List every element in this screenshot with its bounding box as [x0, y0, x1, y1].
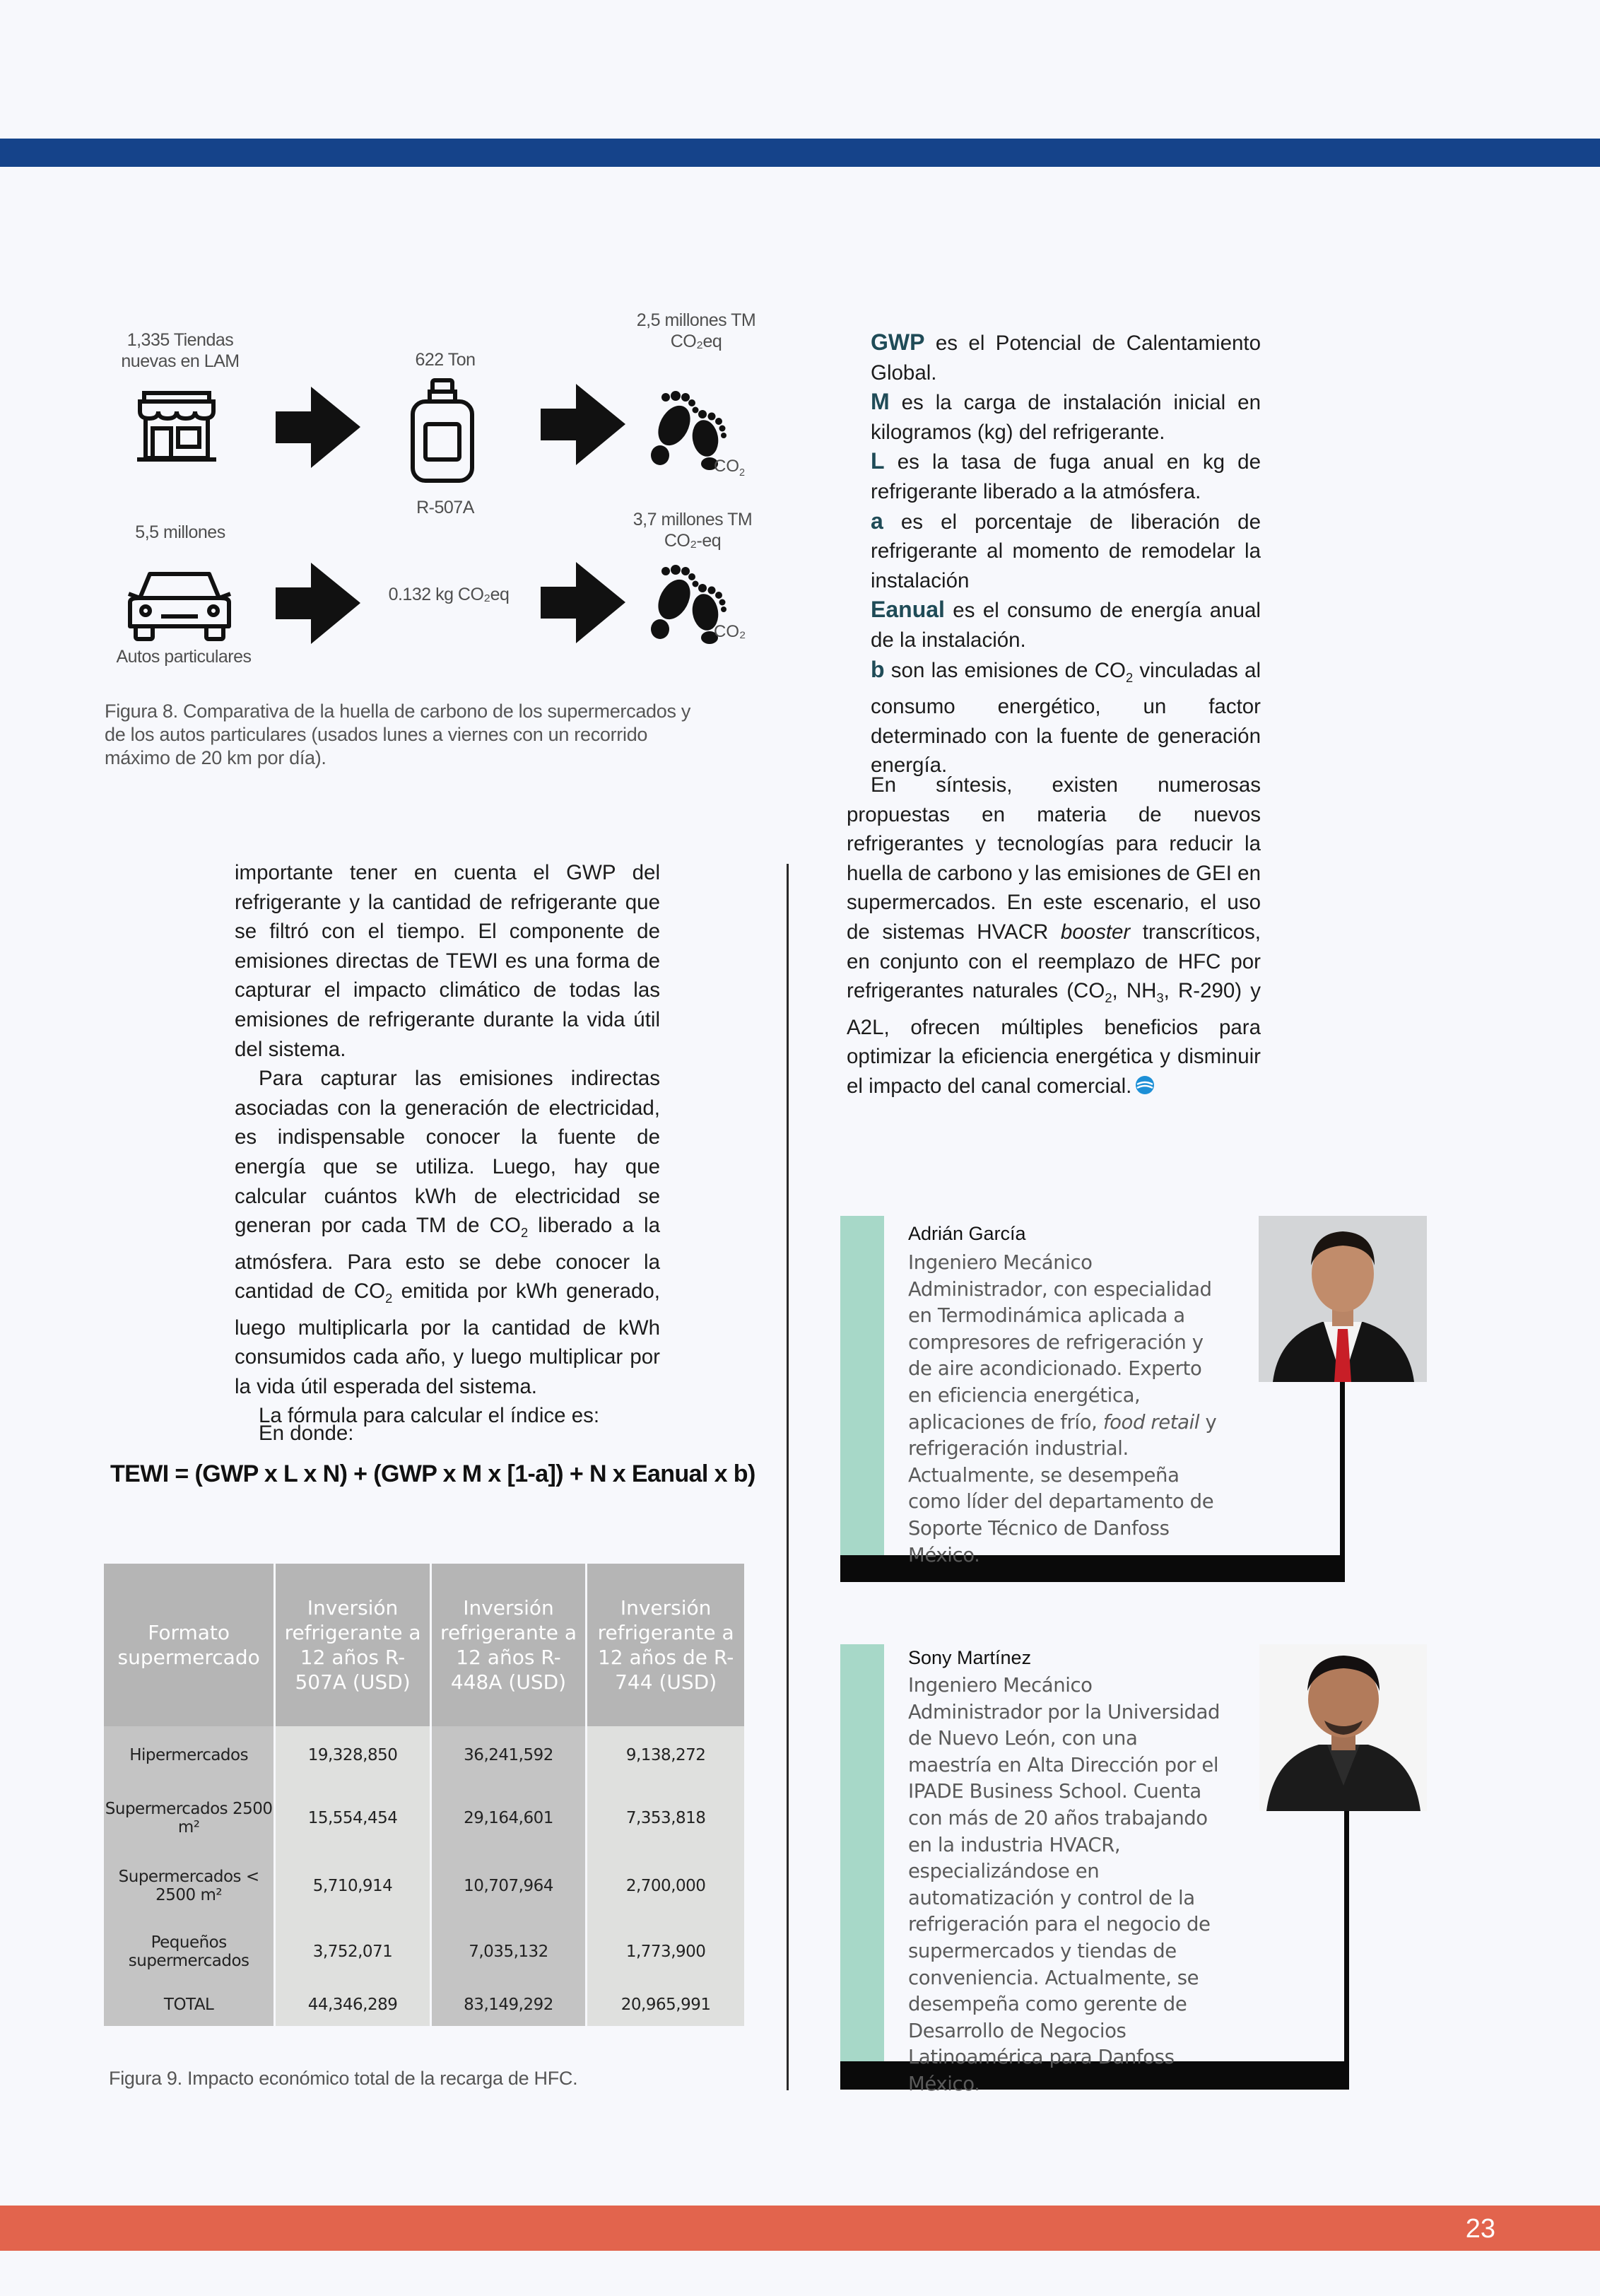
table-row — [104, 1784, 744, 1852]
definition-b: b son las emisiones de $CO_2$ vinculadas al consumo energético, un factor determinado con la fuente de generación energía. — [871, 656, 1261, 778]
table-row — [104, 1852, 744, 1920]
paragraph: importante tener en cuenta el GWP del refrigerante y la cantidad de refrigerante que se filtró con el tiempo. El componente de emisiones directas de TEWI es una forma de capturar el impacto climático de todas las emisiones de refrigerante durante la vida útil del sistema. — [235, 861, 660, 1061]
page-number: 23 — [1465, 2214, 1495, 2244]
table-cell: 7,035,132 — [430, 1920, 586, 1984]
paragraph: La fórmula para calcular el índice es: — [259, 1404, 600, 1428]
table-cell: Supermercados < 2500 m² — [104, 1852, 275, 1920]
figure-8-caption: Figura 8. Comparativa de la huella de carbono de los supermercados y de los autos particulares (usados lunes a viernes con un recorrido máximo de 20 km por día). — [105, 701, 691, 768]
table-cell: 36,241,592 — [430, 1726, 586, 1784]
definition-l: L es la tasa de fuga anual en kg de refrigerante liberado a la atmósfera. — [871, 448, 1261, 503]
bottom-bar — [0, 2206, 1600, 2251]
author-name: Sony Martínez — [908, 1647, 1032, 1668]
summary-paragraph: En síntesis, existen numerosas propuestas en materia de nuevos refrigerantes y tecnologías para reducir la huella de carbono y las emisiones de GEI en supermercados. En este escenario, el uso de sistemas HVACR booster transcríticos, en conjunto con el reemplazo de HFC por refrigerantes naturales ($CO_2$, $NH_3$, R-290) y A2L, ofrecen múltiples beneficios para optimizar la eficiencia energética y disminuir el impacto del canal comercial. — [847, 773, 1261, 1098]
table-row — [104, 1984, 744, 2026]
definition-m: M es la carga de instalación inicial en kilogramos (kg) del refrigerante. — [871, 389, 1261, 444]
table-cell: Pequeños supermercados — [104, 1920, 275, 1984]
co2-label: $CO_2$ — [714, 457, 746, 479]
table-cell: 3,752,071 — [275, 1920, 430, 1984]
table-cell: Hipermercados — [104, 1726, 275, 1784]
car-icon — [124, 566, 235, 643]
per-km-emissions: 0.132 kg CO₂eq — [388, 585, 510, 604]
table-cell: Supermercados 2500 m² — [104, 1784, 275, 1852]
table-cell: 5,710,914 — [275, 1852, 430, 1920]
tewi-formula: TEWI = (GWP x L x N) + (GWP x M x [1-a]) + N x Eanual x b) — [110, 1460, 755, 1487]
figure-9-caption: Figura 9. Impacto económico total de la recarga de HFC. — [109, 2068, 578, 2089]
bio-connector-line — [1340, 1380, 1345, 1582]
column-divider — [787, 864, 789, 2090]
bio-connector-line — [1344, 1810, 1349, 2090]
arrow-right-icon — [272, 559, 364, 648]
table-row — [104, 1726, 744, 1784]
author-photo-sony-martinez — [1259, 1644, 1427, 1811]
arrow-right-icon — [272, 383, 364, 472]
en-donde-label: En donde: — [259, 1422, 354, 1445]
stores-label: 1,335 Tiendas nuevas en LAM — [121, 330, 240, 371]
top-bar — [0, 139, 1600, 167]
column-header: Inversión refrigerante a 12 años de R-744 (USD) — [587, 1564, 744, 1726]
table-cell: 19,328,850 — [275, 1726, 430, 1784]
cars-count: 5,5 millones — [135, 522, 225, 542]
refrigerant-name: R-507A — [416, 498, 474, 517]
author-name: Adrián García — [908, 1223, 1026, 1244]
table-cell: 10,707,964 — [430, 1852, 586, 1920]
store-emissions: 2,5 millones TM CO₂eq — [636, 310, 756, 351]
refrigerant-amount: 622 Ton — [415, 350, 476, 370]
gas-cylinder-icon — [408, 377, 476, 485]
paragraph: Para capturar las emisiones indirectas asociadas con la generación de electricidad, es indispensable conocer la fuente de energía que se utiliza. Luego, hay que calcular cuántos kWh de electricidad se generan por cada TM de $CO_2$ liberado a la atmósfera. Para esto se debe conocer la cantidad de $CO_2$ emitida por kWh generado, luego multiplicarla por la cantidad de kWh consumidos cada año, y luego multiplicar por la vida útil esperada del sistema. — [235, 1067, 660, 1398]
table-cell: 44,346,289 — [275, 1984, 430, 2026]
arrow-right-icon — [537, 380, 629, 469]
author-photo-adrian-garcia — [1259, 1216, 1427, 1382]
cost-table — [104, 1564, 744, 2026]
co2-label: CO₂ — [714, 622, 746, 641]
table-cell: 2,700,000 — [587, 1852, 744, 1920]
author-bio: Ingeniero Mecánico Administrador, con especialidad en Termodinámica aplicada a compresores de refrigeración y de aire acondicionado. Experto en eficiencia energética, aplicaciones de frío, food retail y refrigeración industrial. Actualmente, se desempeña como líder del departamento de Soporte Técnico de Danfoss México. — [908, 1251, 1217, 1566]
arrow-right-icon — [537, 558, 629, 647]
table-cell: 9,138,272 — [587, 1726, 744, 1784]
column-header: Inversión refrigerante a 12 años R-448A (USD) — [430, 1564, 586, 1726]
table-cell: 7,353,818 — [587, 1784, 744, 1852]
table-cell: 15,554,454 — [275, 1784, 430, 1852]
table-cell: 1,773,900 — [587, 1920, 744, 1984]
definition-a: a es el porcentaje de liberación de refrigerante al momento de remodelar la instalación — [871, 508, 1261, 592]
table-row — [104, 1920, 744, 1984]
definition-gwp: GWP es el Potencial de Calentamiento Global. — [871, 329, 1261, 385]
end-mark-icon — [1134, 1074, 1155, 1096]
table-header-row — [104, 1564, 744, 1726]
column-header: Formato supermercado — [104, 1564, 275, 1726]
table-cell: 20,965,991 — [587, 1984, 744, 2026]
store-icon — [134, 387, 219, 465]
column-header: Inversión refrigerante a 12 años R-507A (USD) — [275, 1564, 430, 1726]
cars-label: Autos particulares — [116, 647, 252, 667]
bio-accent-bar — [840, 1644, 884, 2063]
definition-eanual: Eanual es el consumo de energía anual de la instalación. — [871, 597, 1261, 652]
bio-accent-bar — [840, 1216, 884, 1555]
car-emissions: 3,7 millones TM CO₂-eq — [633, 510, 753, 551]
left-article-column — [235, 858, 660, 1431]
table-cell: 29,164,601 — [430, 1784, 586, 1852]
table-cell: 83,149,292 — [430, 1984, 586, 2026]
definitions-list — [871, 328, 1261, 780]
author-bio: Ingeniero Mecánico Administrador por la Universidad de Nuevo León, con una maestría en Alta Dirección por el IPADE Business School. Cuenta con más de 20 años trabajando en la industria HVACR, especializándose en automatización y control de la refrigeración para el negocio de supermercados y tiendas de conveniencia. Actualmente, se desempeña como gerente de Desarrollo de Negocios Latinoamérica para Danfoss México. — [908, 1674, 1220, 2095]
table-cell: TOTAL — [104, 1984, 275, 2026]
